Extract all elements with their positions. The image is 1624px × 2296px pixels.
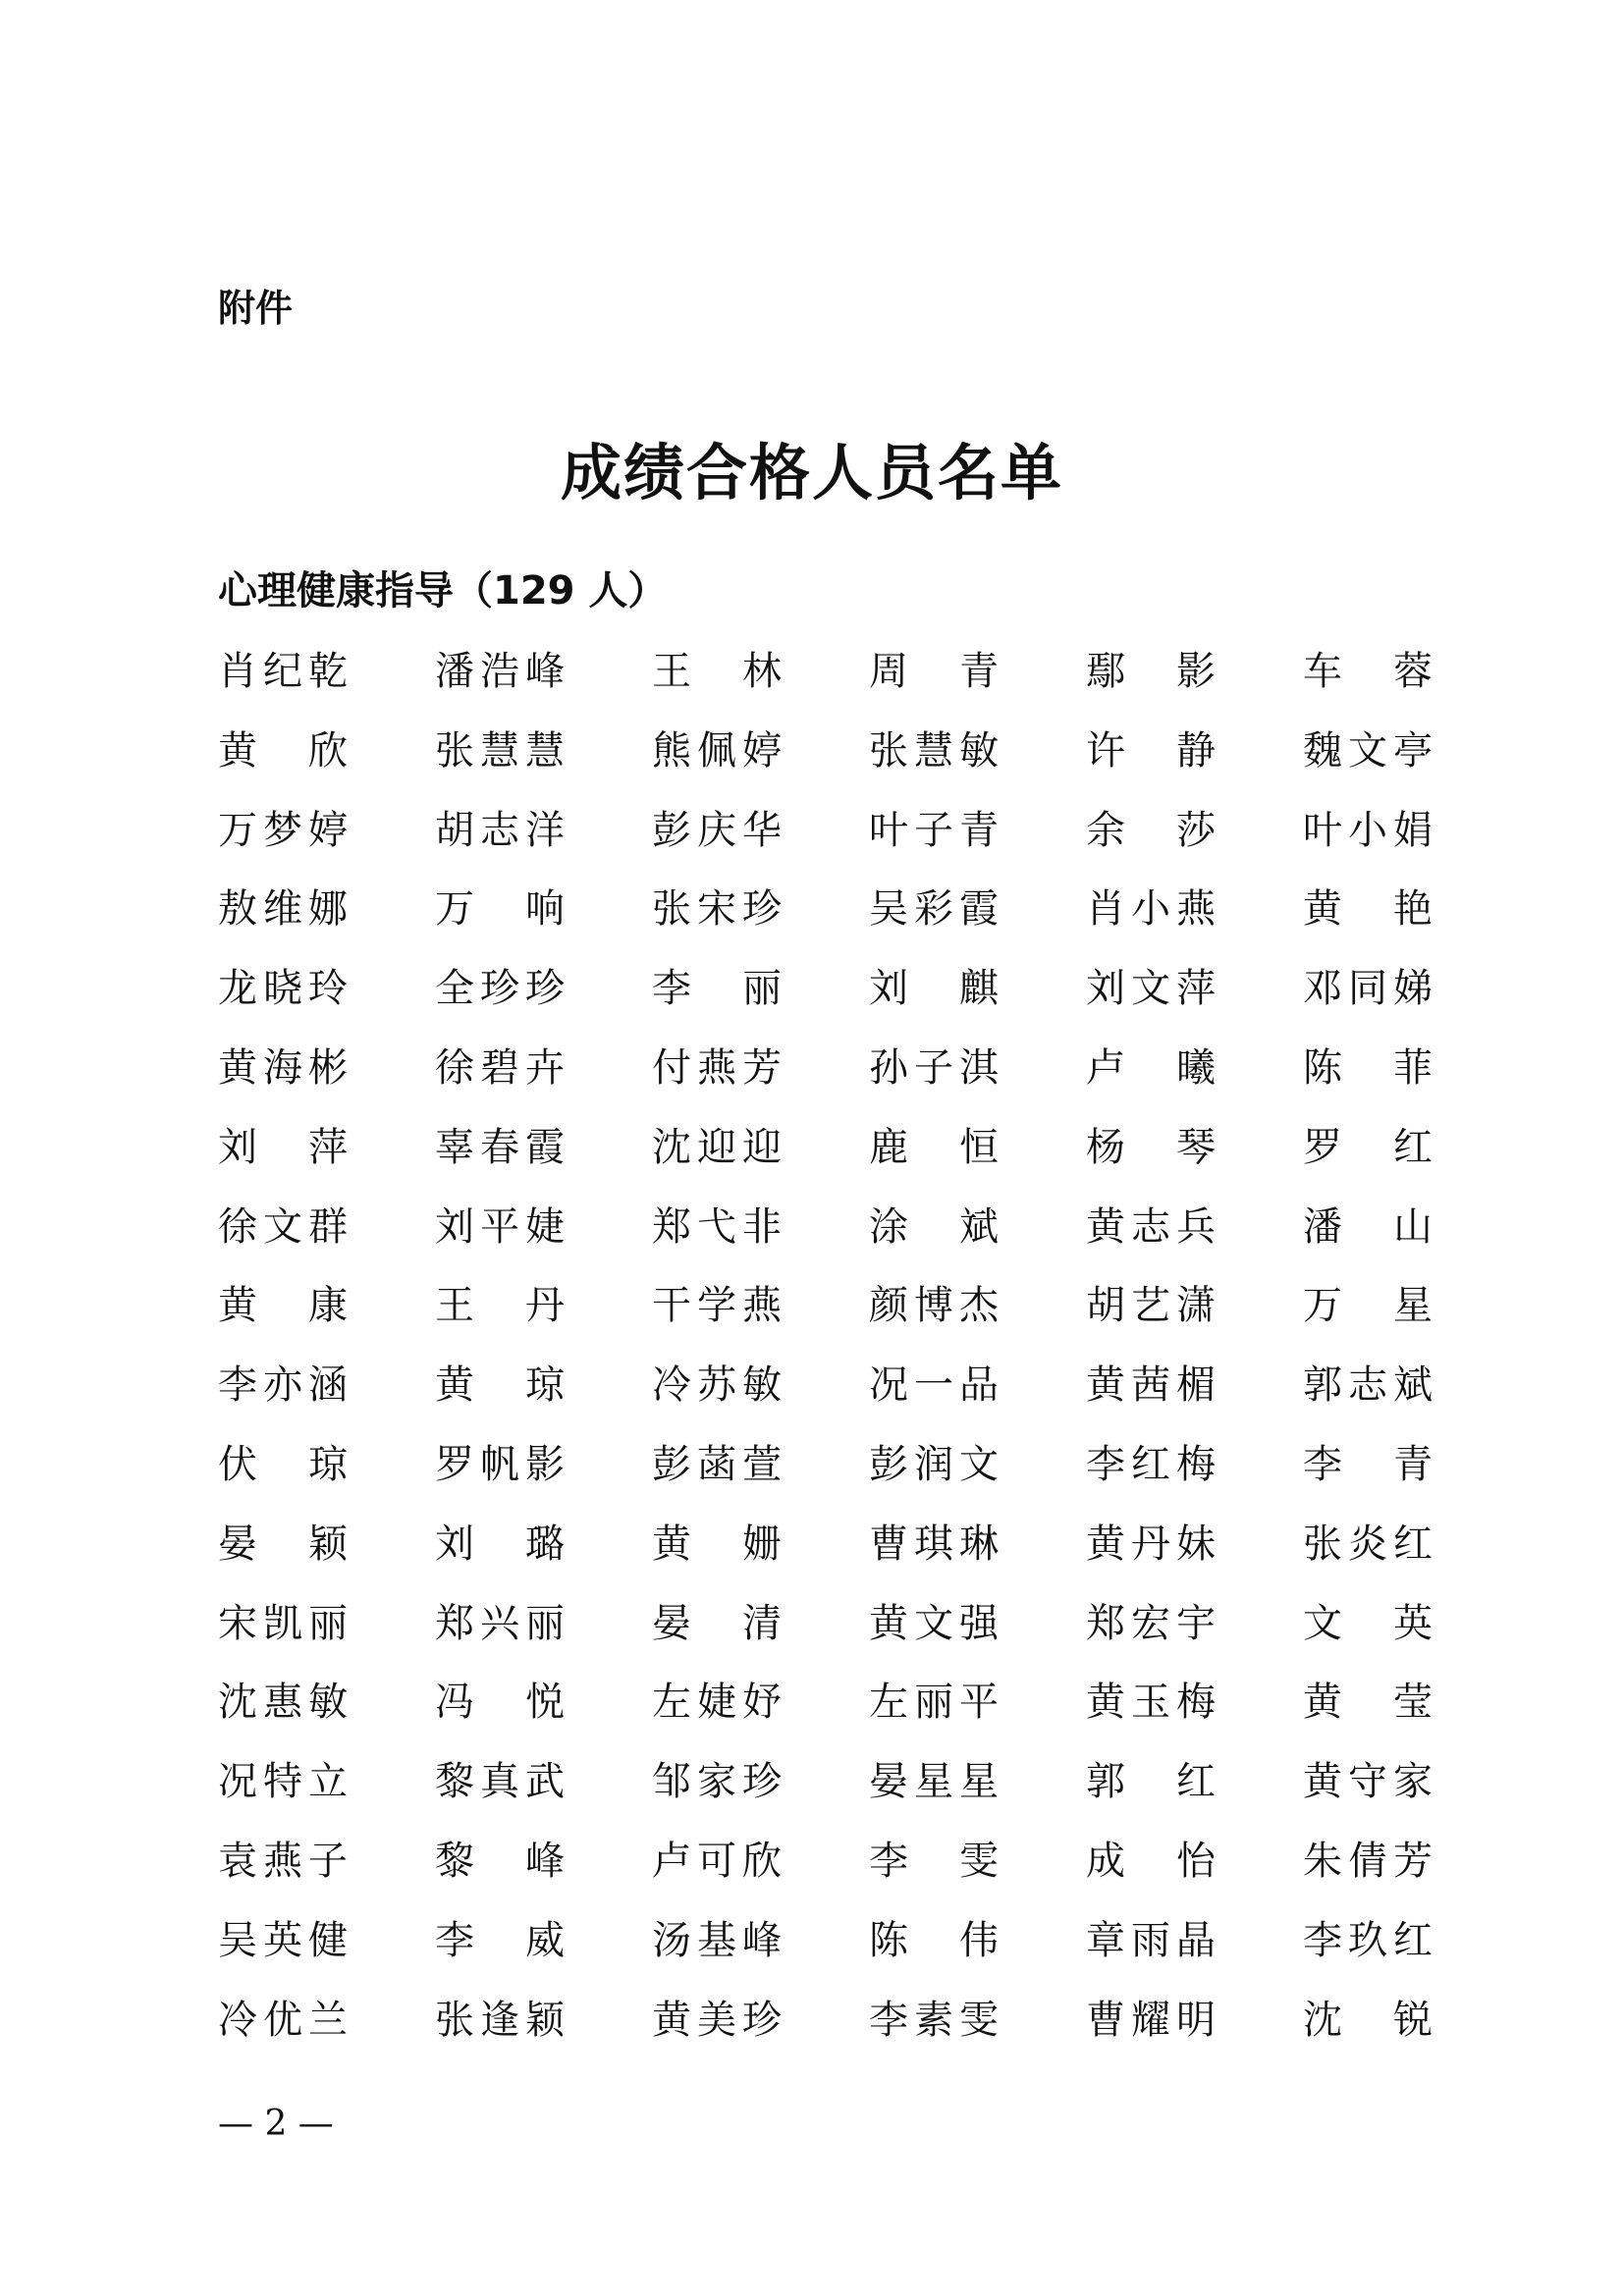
name-cell: 彭 庆 华 [652,807,782,853]
name-cell: 晏 清 [652,1600,782,1646]
name-cell: 吴 英 健 [218,1917,348,1963]
name-cell: 黄 丹 妹 [1086,1521,1216,1567]
name-cell: 李 雯 [869,1838,999,1884]
name-cell: 宋 凯 丽 [218,1600,348,1646]
document-title: 成绩合格人员名单 [560,437,1063,508]
name-cell: 胡 艺 潇 [1086,1283,1216,1329]
name-cell: 李 玖 红 [1303,1917,1433,1963]
name-cell: 成 怡 [1086,1838,1216,1884]
name-cell: 曹 耀 明 [1086,1997,1216,2043]
name-cell: 张 炎 红 [1303,1521,1433,1567]
name-cell: 黄 琼 [435,1362,565,1409]
name-cell: 晏 颖 [218,1521,348,1567]
name-cell: 敖 维 娜 [218,886,348,933]
name-cell: 万 星 [1303,1283,1433,1329]
name-cell: 车 蓉 [1303,649,1433,694]
name-cell: 冯 悦 [435,1680,565,1726]
name-cell: 全 珍 珍 [435,966,565,1012]
name-cell: 郭 红 [1086,1759,1216,1805]
name-cell: 肖 纪 乾 [218,649,348,694]
name-cell: 黄 茜 楣 [1086,1362,1216,1409]
name-cell: 郑 兴 丽 [435,1600,565,1646]
name-cell: 沈 锐 [1303,1997,1433,2043]
name-cell: 杨 琴 [1086,1124,1216,1170]
name-cell: 冷 苏 敏 [652,1362,782,1409]
name-cell: 许 静 [1086,727,1216,774]
name-cell: 刘 萍 [218,1124,348,1170]
name-cell: 邹 家 珍 [652,1759,782,1805]
name-cell: 周 青 [869,649,999,694]
name-cell: 黄 玉 梅 [1086,1680,1216,1726]
name-cell: 沈 惠 敏 [218,1680,348,1726]
name-cell: 徐 碧 卉 [435,1044,565,1091]
name-cell: 黄 海 彬 [218,1044,348,1091]
name-cell: 刘 文 萍 [1086,966,1216,1012]
name-cell: 郭 志 斌 [1303,1362,1433,1409]
name-cell: 刘 麒 [869,966,999,1012]
name-cell: 伏 琼 [218,1441,348,1487]
name-cell: 李 威 [435,1917,565,1963]
name-cell: 王 林 [652,649,782,694]
name-cell: 黄 艳 [1303,886,1433,933]
name-cell: 冷 优 兰 [218,1997,348,2043]
name-cell: 左 婕 妤 [652,1680,782,1726]
name-cell: 肖 小 燕 [1086,886,1216,933]
name-cell: 潘 山 [1303,1203,1433,1250]
section-heading: 心理健康指导（129 人） [218,568,668,614]
page-number: — 2 — [218,2104,334,2144]
name-cell: 叶 子 青 [869,807,999,853]
name-cell: 鄢 影 [1086,649,1216,694]
name-cell: 陈 菲 [1303,1044,1433,1091]
name-cell: 李 丽 [652,966,782,1012]
name-cell: 付 燕 芳 [652,1044,782,1091]
name-cell: 邓 同 娣 [1303,966,1433,1012]
name-cell: 卢 可 欣 [652,1838,782,1884]
name-cell: 黎 真 武 [435,1759,565,1805]
name-cell: 曹 琪 琳 [869,1521,999,1567]
name-cell: 王 丹 [435,1283,565,1329]
name-cell: 郑 弋 非 [652,1203,782,1250]
name-cell: 黄 莹 [1303,1680,1433,1726]
name-cell: 胡 志 洋 [435,807,565,853]
name-cell: 黄 欣 [218,727,348,774]
name-cell: 汤 基 峰 [652,1917,782,1963]
name-cell: 晏 星 星 [869,1759,999,1805]
name-cell: 张 慧 敏 [869,727,999,774]
name-cell: 万 梦 婷 [218,807,348,853]
name-cell: 文 英 [1303,1600,1433,1646]
name-cell: 黄 美 珍 [652,1997,782,2043]
name-cell: 龙 晓 玲 [218,966,348,1012]
name-cell: 刘 璐 [435,1521,565,1567]
name-cell: 黄 守 家 [1303,1759,1433,1805]
name-cell: 朱 倩 芳 [1303,1838,1433,1884]
name-cell: 袁 燕 子 [218,1838,348,1884]
names-grid [218,644,1435,2071]
name-cell: 卢 曦 [1086,1044,1216,1091]
name-cell: 潘 浩 峰 [435,649,565,694]
name-cell: 罗 红 [1303,1124,1433,1170]
name-cell: 吴 彩 霞 [869,886,999,933]
name-cell: 万 响 [435,886,565,933]
name-cell: 李 素 雯 [869,1997,999,2043]
name-cell: 张 宋 珍 [652,886,782,933]
name-cell: 黄 志 兵 [1086,1203,1216,1250]
name-cell: 徐 文 群 [218,1203,348,1250]
name-cell: 鹿 恒 [869,1124,999,1170]
name-cell: 彭 菡 萱 [652,1441,782,1487]
name-cell: 左 丽 平 [869,1680,999,1726]
name-cell: 黎 峰 [435,1838,565,1884]
name-cell: 余 莎 [1086,807,1216,853]
name-cell: 章 雨 晶 [1086,1917,1216,1963]
name-cell: 叶 小 娟 [1303,807,1433,853]
name-cell: 李 青 [1303,1441,1433,1487]
name-cell: 黄 康 [218,1283,348,1329]
name-cell: 陈 伟 [869,1917,999,1963]
name-cell: 李 红 梅 [1086,1441,1216,1487]
name-cell: 颜 博 杰 [869,1283,999,1329]
name-cell: 张 逢 颖 [435,1997,565,2043]
name-cell: 黄 文 强 [869,1600,999,1646]
name-cell: 辜 春 霞 [435,1124,565,1170]
name-cell: 罗 帆 影 [435,1441,565,1487]
name-cell: 沈 迎 迎 [652,1124,782,1170]
name-cell: 魏 文 亭 [1303,727,1433,774]
name-cell: 黄 姗 [652,1521,782,1567]
name-cell: 刘 平 婕 [435,1203,565,1250]
name-cell: 况 一 品 [869,1362,999,1409]
attachment-label: 附件 [218,287,294,330]
name-cell: 孙 子 淇 [869,1044,999,1091]
name-cell: 郑 宏 宇 [1086,1600,1216,1646]
name-cell: 李 亦 涵 [218,1362,348,1409]
name-cell: 张 慧 慧 [435,727,565,774]
name-cell: 熊 佩 婷 [652,727,782,774]
name-cell: 彭 润 文 [869,1441,999,1487]
name-cell: 涂 斌 [869,1203,999,1250]
name-cell: 况 特 立 [218,1759,348,1805]
name-cell: 干 学 燕 [652,1283,782,1329]
